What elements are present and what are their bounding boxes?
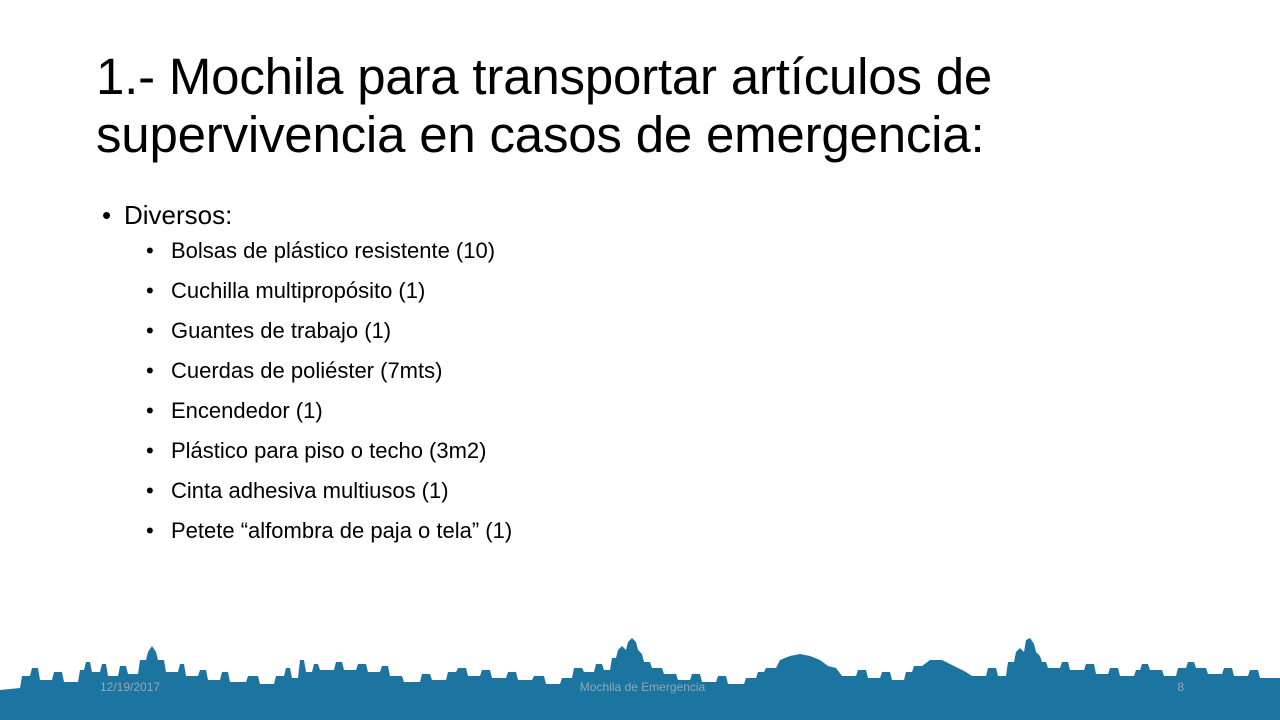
footer-date: 12/19/2017 [100, 680, 161, 694]
list-item-text: Petete “alfombra de paja o tela” (1) [171, 518, 513, 543]
list-item-text: Cuerdas de poliéster (7mts) [171, 358, 443, 383]
list-item [100, 518, 1200, 544]
bullet-dot: • [146, 478, 154, 503]
bullet-dot: • [146, 318, 154, 343]
slide-title: 1.- Mochila para transportar artículos de supervivencia en casos de emergencia: [96, 48, 993, 163]
bullet-dot: • [146, 238, 154, 263]
list-item-text: Cuchilla multipropósito (1) [171, 278, 426, 303]
list-item [100, 358, 1200, 384]
footer-title: Mochila de Emergencia [579, 680, 706, 694]
list-item [100, 478, 1200, 504]
list-item [100, 318, 1200, 344]
list-item-text: Guantes de trabajo (1) [171, 318, 392, 343]
list-item [100, 278, 1200, 304]
list-item-text: Bolsas de plástico resistente (10) [171, 238, 496, 263]
city-skyline-silhouette-icon [0, 630, 1280, 720]
list-item-text: Plástico para piso o techo (3m2) [171, 438, 487, 463]
slide-number: 8 [1177, 680, 1184, 694]
section-label: Diversos: [124, 200, 233, 230]
bullet-level-1 [100, 196, 1200, 234]
list-item-text: Cinta adhesiva multiusos (1) [171, 478, 449, 503]
list-item-text: Encendedor (1) [171, 398, 323, 423]
sub-bullet-list [100, 238, 1200, 544]
skyline-base [0, 694, 1280, 720]
bullet-dot: • [146, 438, 154, 463]
bullet-dot: • [102, 200, 112, 230]
list-item [100, 238, 1200, 264]
list-item [100, 438, 1200, 464]
bullet-dot: • [146, 358, 154, 383]
bullet-dot: • [146, 398, 154, 423]
bullet-dot: • [146, 518, 154, 543]
list-item [100, 398, 1200, 424]
bullet-dot: • [146, 278, 154, 303]
slide-content [100, 196, 1200, 558]
